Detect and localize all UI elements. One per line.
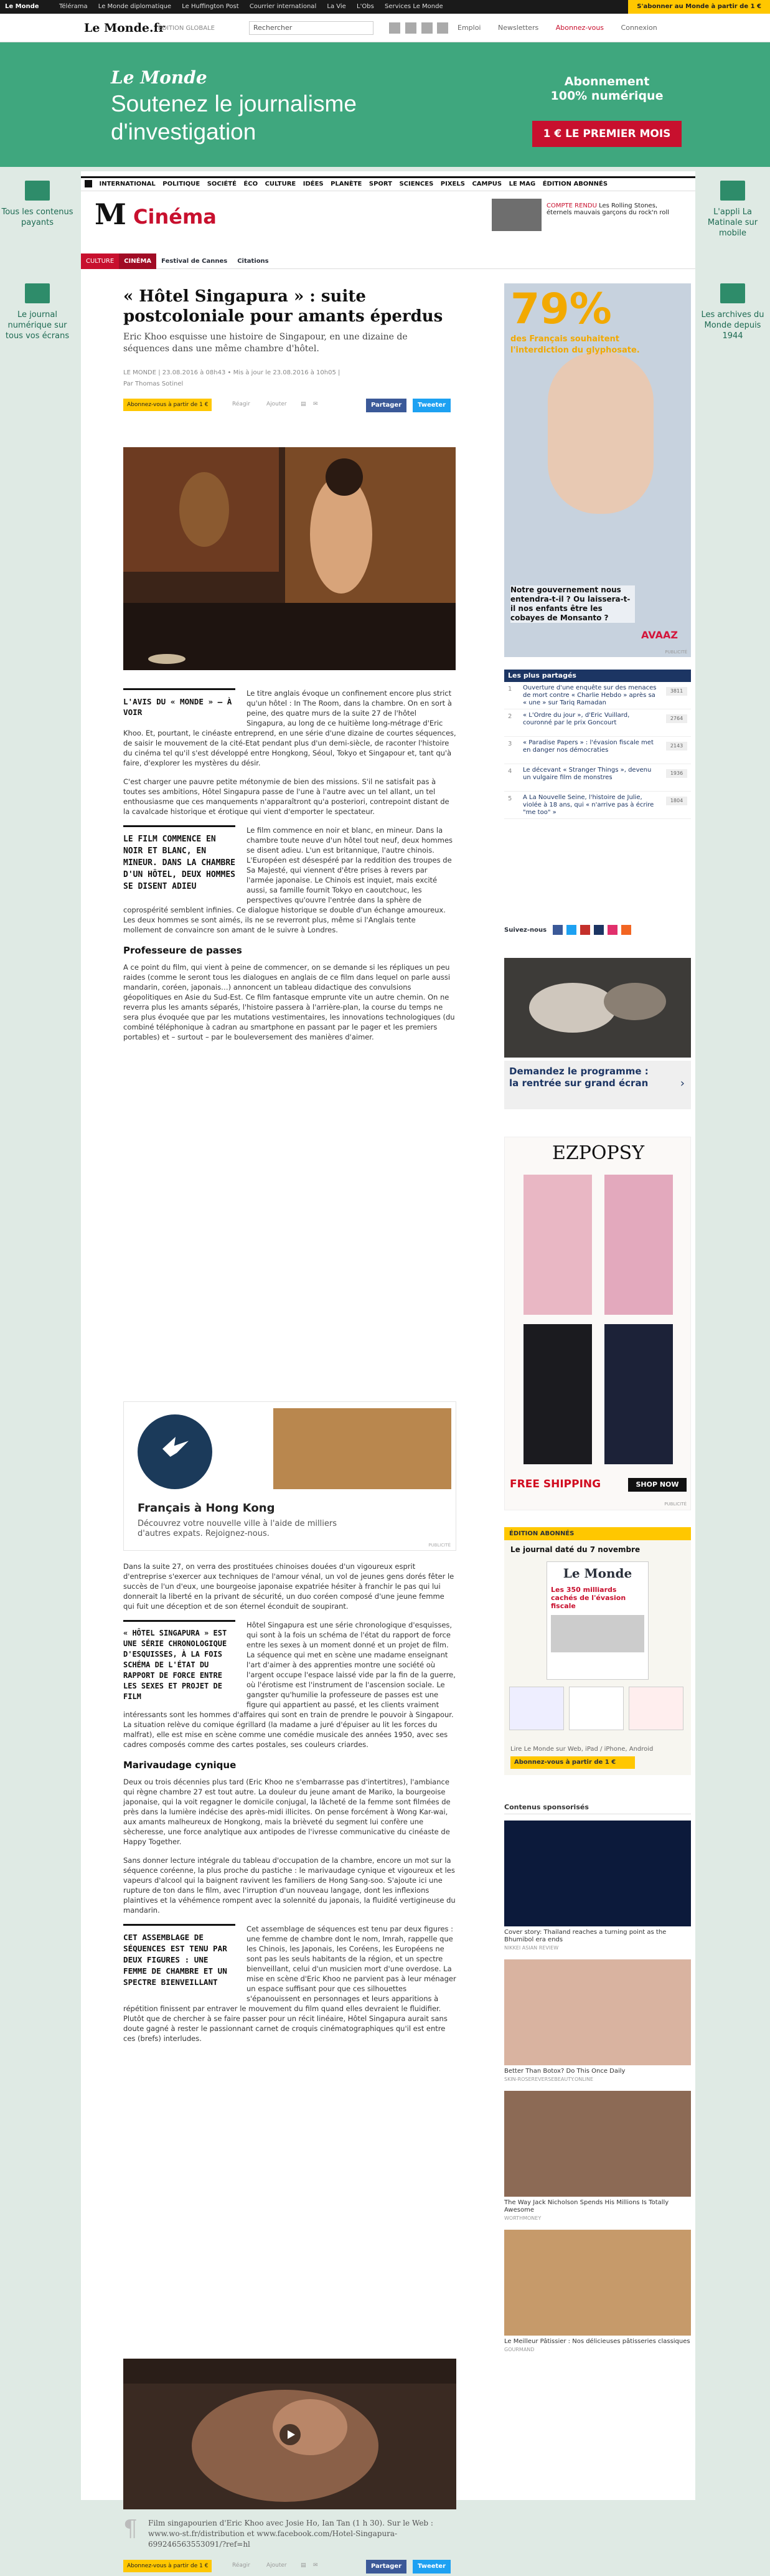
pull-quote: LE FILM COMMENCE EN NOIR ET BLANC, EN MINEUR. DANS LA CHAMBRE D'UN HÔTEL, DEUX HOMMES SE DISENT ADIEU [123, 825, 235, 893]
offer-title [532, 75, 682, 103]
edition-date: Le journal daté du 7 novembre [510, 1545, 641, 1554]
article-author: Par Thomas Sotinel [123, 381, 184, 387]
print-icon[interactable]: ▤ [301, 401, 306, 407]
most-shared [504, 670, 691, 819]
share-count: 3811 [666, 687, 687, 696]
sponsored-item[interactable] [504, 2230, 691, 2352]
ad-label: PUBLICITÉ [665, 650, 687, 655]
article-title: « Hôtel Singapura » : suite postcoloniale pour amants éperdus [123, 287, 443, 326]
print-icon[interactable]: ▤ [301, 2562, 306, 2569]
subheading: Marivaudage cynique [123, 1759, 237, 1771]
subnav-culture[interactable]: CULTURE [81, 253, 119, 269]
film-info [123, 2518, 456, 2576]
free-shipping-label: FREE SHIPPING [510, 1478, 601, 1490]
sponsored-content [504, 1803, 691, 2361]
share-count: 1936 [666, 769, 687, 778]
ad-description: Découvrez votre nouvelle ville à l'aide de milliers d'autres expats. Rejoignez-nous. [138, 1519, 337, 1538]
supplement-cover[interactable] [509, 1687, 564, 1730]
item-number: 2 [508, 713, 512, 720]
sponsored-image [504, 1959, 691, 2065]
add-link[interactable]: Ajouter [266, 2562, 287, 2569]
youtube-icon[interactable] [580, 925, 590, 935]
item-text[interactable]: A La Nouvelle Seine, l'histoire de Julie, violée à 18 ans, qui « n'arrive pas à écrire "me too" » [523, 794, 654, 816]
avaaz-logo: AVAAZ [641, 629, 678, 641]
follow-us [504, 925, 631, 935]
nav-item[interactable]: IDÉES [303, 181, 324, 187]
supplement-cover[interactable] [569, 1687, 624, 1730]
play-icon [288, 2430, 295, 2439]
main-nav [81, 176, 695, 191]
paper-photo [551, 1615, 644, 1652]
sponsored-item[interactable] [504, 1821, 691, 1951]
subnav-cannes[interactable]: Festival de Cannes [161, 258, 228, 265]
sponsored-source: SKIN-ROSEREVERSEBEAUTY.ONLINE [504, 2076, 594, 2082]
nav-item[interactable]: ÉCO [243, 181, 258, 187]
article-meta: LE MONDE | 23.08.2016 à 08h43 • Mis à jour le 23.08.2016 à 10h05 | [123, 369, 340, 376]
shop-now-button[interactable]: SHOP NOW [628, 1478, 687, 1492]
network-sites [59, 0, 452, 14]
sponsored-source: NIKKEI ASIAN REVIEW [504, 1945, 559, 1951]
subnav-cinema[interactable]: CINÉMA [119, 253, 156, 269]
item-number: 3 [508, 741, 512, 747]
slogan-line: Soutenez le journalisme [111, 91, 357, 116]
subscribe-button[interactable]: Abonnez-vous à partir de 1 € [123, 399, 212, 411]
page-content [81, 171, 695, 2570]
rail-label: Le journal numérique sur tous vos écrans [5, 310, 70, 341]
film-credits: Film singapourien d'Eric Khoo avec Josie Ho, Ian Tan (1 h 30). Sur le Web : www.wo-st.fr/distribution et www.facebook.com/Hotel-Singapura-699246563553091/?ref=hl [148, 2519, 433, 2549]
site-link[interactable]: Courrier international [249, 3, 317, 10]
promo-headline: Demandez le programme : la rentrée sur grand écran [509, 1066, 649, 1089]
edition-selector[interactable]: ÉDITION GLOBALE [158, 25, 215, 32]
video-player[interactable] [123, 2359, 456, 2509]
promo-label: COMPTE RENDU [547, 202, 597, 209]
site-link[interactable]: Le Huffington Post [182, 3, 239, 10]
add-link[interactable]: Ajouter [266, 401, 287, 407]
dress-pink [524, 1175, 592, 1315]
offer-line: Abonnement [564, 75, 650, 88]
email-icon[interactable]: ✉ [313, 401, 318, 407]
ad-photo [273, 1408, 451, 1489]
site-logo[interactable]: Le Monde.fr [84, 21, 165, 35]
site-link[interactable]: L'Obs [357, 3, 374, 10]
nav-item[interactable]: SOCIÉTÉ [207, 181, 237, 187]
subscription-banner[interactable] [0, 42, 770, 167]
photo-illustration [123, 447, 456, 670]
paragraph: Le titre anglais évoque un confinement encore plus strict qu'un hôtel : In The Room, dans la chambre. On en sort à peine, des quatre murs de la suite 27 de l'hôtel Singapura, au long de ce huitième long-métrage d'Eric Khoo. Et, pourtant, le cinéaste entreprend, en une série d'une dizaine de courtes séquences, de saisir le mouvement de la cité-Etat pendant plus d'un demi-siècle, de raconter l'histoire du cinéma tel qu'il s'est développé entre Hongkong, Séoul, Tokyo et Singapour et, tant qu'à faire, d'explorer les mystères du désir. [123, 689, 456, 767]
phone-icon [720, 181, 745, 201]
sponsored-image [504, 2230, 691, 2336]
paragraph: Hôtel Singapura est une série chronologique d'esquisses, qui sont à la fois un schéma de l'état du rapport de force entre les sexes à un moment donné et un projet de film. La séquence qui met en scène une madame enseignant l'art d'aimer à des apprenties montre une société où l'argent occupe l'espace laissé vide par la fin de la guerre, où l'érotisme est l'instrument de l'ascension sociale. Le gangster qu'humilie la professeure de passes est une figure qui appartient au passé, et les clients vraiment intéressants sont les hommes d'affaires qui sont en train de prendre le pouvoir à Singapour. La situation relève du comique égrillard (la madame a juré d'épuiser au lit les forces du malfrat), elle est mise en scène comme une comédie musicale des années 1950, avec ses cadres composés comme des cartes postales, ses couleurs criardes. [123, 1621, 456, 1749]
twitter-share-button[interactable]: Tweeter [413, 399, 451, 412]
paragraph: C'est charger une pauvre petite métonymie de bien des missions. S'il ne satisfait pas à toutes ses ambitions, Hôtel Singapura passe de l'une à l'autre avec un tel allant, un tel enthousiasme que ces manquements n'apparaîtront qu'a posteriori, contrepoint distant de la cavalcade historique et érotique qui vient d'emporter le spectateur. [123, 777, 449, 816]
house-icon [25, 181, 50, 201]
item-number: 5 [508, 795, 512, 802]
front-page[interactable] [547, 1561, 649, 1680]
ezpopsy-ad[interactable] [504, 1137, 691, 1510]
ad-percent: 79% [510, 285, 612, 334]
pilcrow-icon: ¶ [123, 2516, 138, 2542]
sponsored-text[interactable]: The Way Jack Nicholson Spends His Millions Is Totally Awesome [504, 2199, 669, 2214]
promo-photo [504, 958, 691, 1058]
paper-logo: Le Monde [563, 1566, 632, 1581]
share-count: 2764 [666, 714, 687, 723]
linkedin-icon[interactable] [594, 925, 604, 935]
follow-label: Suivez-nous [504, 927, 547, 934]
folder-icon [720, 283, 745, 303]
top-bar [0, 0, 770, 14]
subscriber-edition [504, 1527, 691, 1775]
nav-item[interactable]: CULTURE [265, 181, 296, 187]
newspaper-covers[interactable] [504, 1559, 691, 1746]
nav-item[interactable]: CAMPUS [472, 181, 502, 187]
newsletters-link[interactable]: Newsletters [498, 24, 539, 32]
play-button[interactable] [279, 2424, 301, 2445]
nav-item[interactable]: LE MAG [509, 181, 536, 187]
rail-label: L'appli La Matinale sur mobile [707, 207, 758, 238]
twitter-icon[interactable] [405, 22, 416, 34]
rail-label: Tous les contenus payants [1, 207, 73, 227]
ad-question: Notre gouvernement nous entendra-t-il ? Ou laissera-t-il nos enfants être les cobayes de Monsanto ? [510, 585, 635, 623]
ad-line: des Français souhaitent [510, 334, 619, 344]
item-number: 4 [508, 768, 512, 775]
subscribe-button[interactable]: Abonnez-vous à partir de 1 € [123, 2560, 212, 2572]
article-header [123, 277, 456, 415]
subscribe-promo-link[interactable]: S'abonner au Monde à partir de 1 € [628, 0, 770, 14]
nav-item[interactable]: SPORT [369, 181, 392, 187]
promo-image[interactable] [504, 958, 691, 1058]
article-body-2 [123, 1561, 456, 2052]
home-icon[interactable] [85, 180, 92, 187]
facebook-icon[interactable] [389, 22, 400, 34]
paper-headline: Les 350 milliards cachés de l'évasion fiscale [551, 1586, 626, 1610]
sub-nav [81, 253, 695, 269]
subscribe-link[interactable]: Abonnez-vous [555, 24, 604, 32]
article-body [123, 688, 456, 1051]
paragraph: Cet assemblage de séquences est tenu par deux figures : une femme de chambre dont le nom, Imrah, rappelle que les Chinois, les Japonais, les Coréens, les Européens ne sont pas les seuls habitants de la région, et un spectre bienveillant, celui d'un musicien mort d'une overdose. La mise en scène d'Eric Khoo ne parvient pas à leur ménager un espace suffisant pour que ces silhouettes s'épanouissent en personnages et leurs apparitions à répétition finissent par entraver le mouvement du film quand elles devraient le fluidifier. Plutôt que de chercher à se faire passer pour un récit linéaire, Hôtel Singapura aurait sans doute gagné à rester le passionnant carnet de croquis cinématographiques qu'il est entre ces (brefs) interludes. [123, 1925, 456, 2043]
promo-teaser[interactable] [547, 202, 671, 216]
social-links [389, 22, 451, 34]
devices-icon [25, 283, 50, 303]
youtube-icon[interactable] [421, 22, 433, 34]
search-input[interactable]: Rechercher [249, 21, 373, 35]
ad-brand: EZPOPSY [552, 1142, 645, 1164]
supplement-cover[interactable] [629, 1687, 683, 1730]
glyphosate-ad[interactable] [504, 283, 691, 657]
dress-navy [604, 1324, 673, 1464]
child-face [548, 352, 654, 514]
item-text[interactable]: Ouverture d'une enquête sur des menaces de mort contre « Charlie Hebdo » après sa « une » sur Tariq Ramadan [523, 684, 657, 706]
subheading: Professeure de passes [123, 945, 242, 956]
read-on-devices: Lire Le Monde sur Web, iPad / iPhone, Android [510, 1746, 654, 1753]
paragraph: Sans donner lecture intégrale du tableau d'occupation de la chambre, encore un mot sur la séquence coréenne, la plus proche du pastiche : le marivaudage cynique et vigoureux et les vapeurs d'alcool qui la baignent ravivent les familiers de Hong Sang-soo. S'ajoute ici une rupture de ton dans le film, avec l'irruption d'un nouveau langage, dont les inflexions plaintives et la véhémence rompent avec la solennité du japonais, la fluidité vertigineuse du mandarin. [123, 1856, 456, 1915]
edition-subscribe-button[interactable]: Abonnez-vous à partir de 1 € [510, 1756, 635, 1769]
le-monde-m-logo: M [95, 197, 126, 231]
nav-item[interactable]: ÉDITION ABONNÉS [542, 181, 608, 187]
react-link[interactable]: Réagir [232, 2562, 250, 2569]
twitter-icon[interactable] [566, 925, 576, 935]
email-icon[interactable]: ✉ [313, 2562, 318, 2569]
sponsored-text[interactable]: Cover story: Thailand reaches a turning point as the Bhumibol era ends [504, 1929, 667, 1943]
ad-title: Français à Hong Kong [138, 1502, 275, 1515]
nav-item[interactable]: INTERNATIONAL [99, 181, 156, 187]
rail-label: Les archives du Monde depuis 1944 [701, 310, 764, 341]
header-links [458, 24, 672, 32]
nav-item[interactable]: SCIENCES [399, 181, 434, 187]
sponsored-item[interactable] [504, 1959, 691, 2082]
sponsored-source: GOURMAND [504, 2347, 535, 2352]
left-rail-content[interactable] [0, 181, 75, 228]
promo-text: Les Rolling Stones, éternels mauvais garçons du rock'n roll [547, 202, 669, 216]
facebook-share-button[interactable]: Partager [366, 2560, 406, 2574]
sponsored-source: WORTHMONEY [504, 2215, 542, 2221]
popular-item[interactable] [504, 764, 691, 792]
sponsored-text[interactable]: Le Meilleur Pâtissier : Nos délicieuses pâtisseries classiques [504, 2338, 690, 2345]
ad-line: l'interdiction du glyphosate. [510, 346, 640, 355]
facebook-icon[interactable] [553, 925, 563, 935]
promo-thumbnail[interactable] [492, 199, 542, 231]
popular-item[interactable] [504, 737, 691, 764]
popular-item[interactable] [504, 792, 691, 819]
topbar-logo[interactable]: Le Monde [5, 3, 39, 10]
promo-card[interactable] [504, 1061, 691, 1109]
right-rail-archives[interactable] [695, 283, 770, 341]
pull-quote: « HÔTEL SINGAPURA » EST UNE SÉRIE CHRONOLOGIQUE D'ESQUISSES, À LA FOIS SCHÉMA DE L'ÉTAT DU RAPPORT DE FORCE ENTRE LES SEXES ET PROJET DE FILM [123, 1620, 235, 1702]
article-actions [123, 399, 456, 415]
sponsored-title: Contenus sponsorisés [504, 1803, 691, 1814]
offer-line: 100% numérique [550, 89, 664, 103]
sponsored-image [504, 2091, 691, 2197]
react-link[interactable]: Réagir [232, 401, 250, 407]
ad-label: PUBLICITÉ [428, 1543, 451, 1548]
pull-quote: CET ASSEMBLAGE DE SÉQUENCES EST TENU PAR DEUX FIGURES : UNE FEMME DE CHAMBRE ET UN SPECTRE BIENVEILLANT [123, 1924, 235, 1988]
paragraph: Le film commence en noir et blanc, en mineur. Dans la chambre toute neuve d'un hôtel tout neuf, deux hommes se disent adieu. L'un est britannique, l'autre chinois. L'Européen est désespéré par la reddition des troupes de Sa Majesté, qui viennent d'être prises à revers par l'armée japonaise. Le Chinois est inquiet, mais excité aussi, sa famille fournit Tokyo en caoutchouc, les perspectives qu'ouvre l'entrée dans la sphère de coprospérité semblent infinies. Ce dialogue historique se double d'un échange amoureux. Les deux hommes se sont aimés, ils ne se reverront plus, même si l'Anglais tente mollement de convaincre son amant de le suivre à Londres. [123, 826, 453, 934]
instagram-icon[interactable] [608, 925, 617, 935]
instagram-icon[interactable] [437, 22, 448, 34]
first-month-button[interactable]: 1 € LE PREMIER MOIS [532, 121, 682, 147]
banner-brand: Le Monde [111, 67, 207, 88]
article-actions-bottom [123, 2560, 456, 2576]
subnav-citations[interactable]: Citations [237, 258, 269, 265]
section-title[interactable]: Cinéma [133, 205, 217, 229]
slogan-line: d'investigation [111, 119, 256, 144]
sponsored-item[interactable] [504, 2091, 691, 2221]
most-shared-title: Les plus partagés [504, 670, 691, 682]
rss-icon[interactable] [621, 925, 631, 935]
article-photo [123, 447, 456, 670]
site-link[interactable]: Le Monde diplomatique [98, 3, 172, 10]
ad-label: PUBLICITÉ [664, 1502, 687, 1507]
left-rail-digital[interactable] [0, 283, 75, 341]
login-link[interactable]: Connexion [621, 24, 657, 32]
nav-item[interactable]: POLITIQUE [162, 181, 200, 187]
site-link[interactable]: Télérama [59, 3, 88, 10]
site-header [0, 14, 770, 42]
paragraph: Deux ou trois décennies plus tard (Eric Khoo ne s'embarrasse pas d'intertitres), l'ambiance qui règne chambre 27 est tout autre. La douleur du jeune amant de Mariko, la bourgeoise japonaise, qui la voit regagner le domicile conjugal, la lâcheté de la femme sont filmées de près dans la lumière indécise des après-midi illicites. On pense forcément à Wong Kar-wai, aux amants malheureux de Hongkong, mais la brièveté du segment lui confère une sècheresse, une force analytique aux antipodes de l'ivresse communicative du cinéaste de Happy Together. [123, 1778, 451, 1846]
inline-ad[interactable] [123, 1401, 456, 1551]
right-rail-app[interactable] [695, 181, 770, 239]
twitter-share-button[interactable]: Tweeter [413, 2560, 451, 2574]
edition-label: ÉDITION ABONNÉS [504, 1527, 691, 1540]
article-chapo: Eric Khoo esquisse une histoire de Singapour, en une dizaine de séquences dans une même chambre d'hôtel. [123, 332, 408, 354]
nav-item[interactable]: PIXELS [440, 181, 465, 187]
dress-pink-2 [604, 1175, 673, 1315]
paragraph: A ce point du film, qui vient à peine de commencer, on se demande si les répliques un peu raides (comme le seront tous les dialogues en anglais de ce film dans lequel on parle aussi mandarin, coréen, japonais…) annoncent un tableau didactique des convulsions géopolitiques en Asie du Sud-Est. Ce film fantasque emprunte vite un autre chemin. On ne reverra plus les amants séparés, l'histoire passera à l'arrière-plan, la course du temps ne sera plus évoquée que par les mutations vestimentaires, les innovations technologiques (du combiné téléphonique à cadran au smartphone en passant par le pager et les premiers portables) et – surtout – par le bouleversement des manières d'aimer. [123, 963, 455, 1041]
facebook-share-button[interactable]: Partager [366, 399, 406, 412]
banner-slogan [111, 90, 357, 146]
sponsored-image [504, 1821, 691, 1926]
sponsored-text[interactable]: Better Than Botox? Do This Once Daily [504, 2068, 626, 2075]
dress-black [524, 1324, 592, 1464]
popular-item[interactable] [504, 709, 691, 737]
share-count: 2143 [666, 742, 687, 751]
item-text[interactable]: « Paradise Papers » : l'évasion fiscale met en danger nos démocraties [523, 739, 654, 754]
section-header [81, 196, 695, 234]
item-text[interactable]: Le décevant « Stranger Things », devenu un vulgaire film de monstres [523, 767, 652, 781]
popular-item[interactable] [504, 682, 691, 709]
site-link[interactable]: Services Le Monde [384, 3, 443, 10]
emploi-link[interactable]: Emploi [458, 24, 481, 32]
paragraph: Dans la suite 27, on verra des prostituées chinoises douées d'un vigoureux esprit d'entreprise s'exercer aux techniques de l'amour vénal, un vol de jeunes gens dorés fêter le succès de l'un d'eux, une bourgeoise japonaise expatriée hésiter à franchir le pas qui lui donnerait la liberté en la privant de sécurité, un duo coréen composé d'une jeune femme qui fuit une déception et de son éternel éconduit de soupirant. [123, 1562, 454, 1611]
site-link[interactable]: La Vie [327, 3, 346, 10]
share-count: 1804 [666, 797, 687, 805]
nav-item[interactable]: PLANÈTE [331, 181, 362, 187]
item-number: 1 [508, 686, 512, 693]
item-text[interactable]: « L'Ordre du jour », d'Eric Vuillard, couronné par le prix Goncourt [523, 712, 630, 726]
review-badge: L'AVIS DU « MONDE » – À VOIR [123, 688, 235, 717]
chevron-right-icon: › [680, 1077, 685, 1090]
